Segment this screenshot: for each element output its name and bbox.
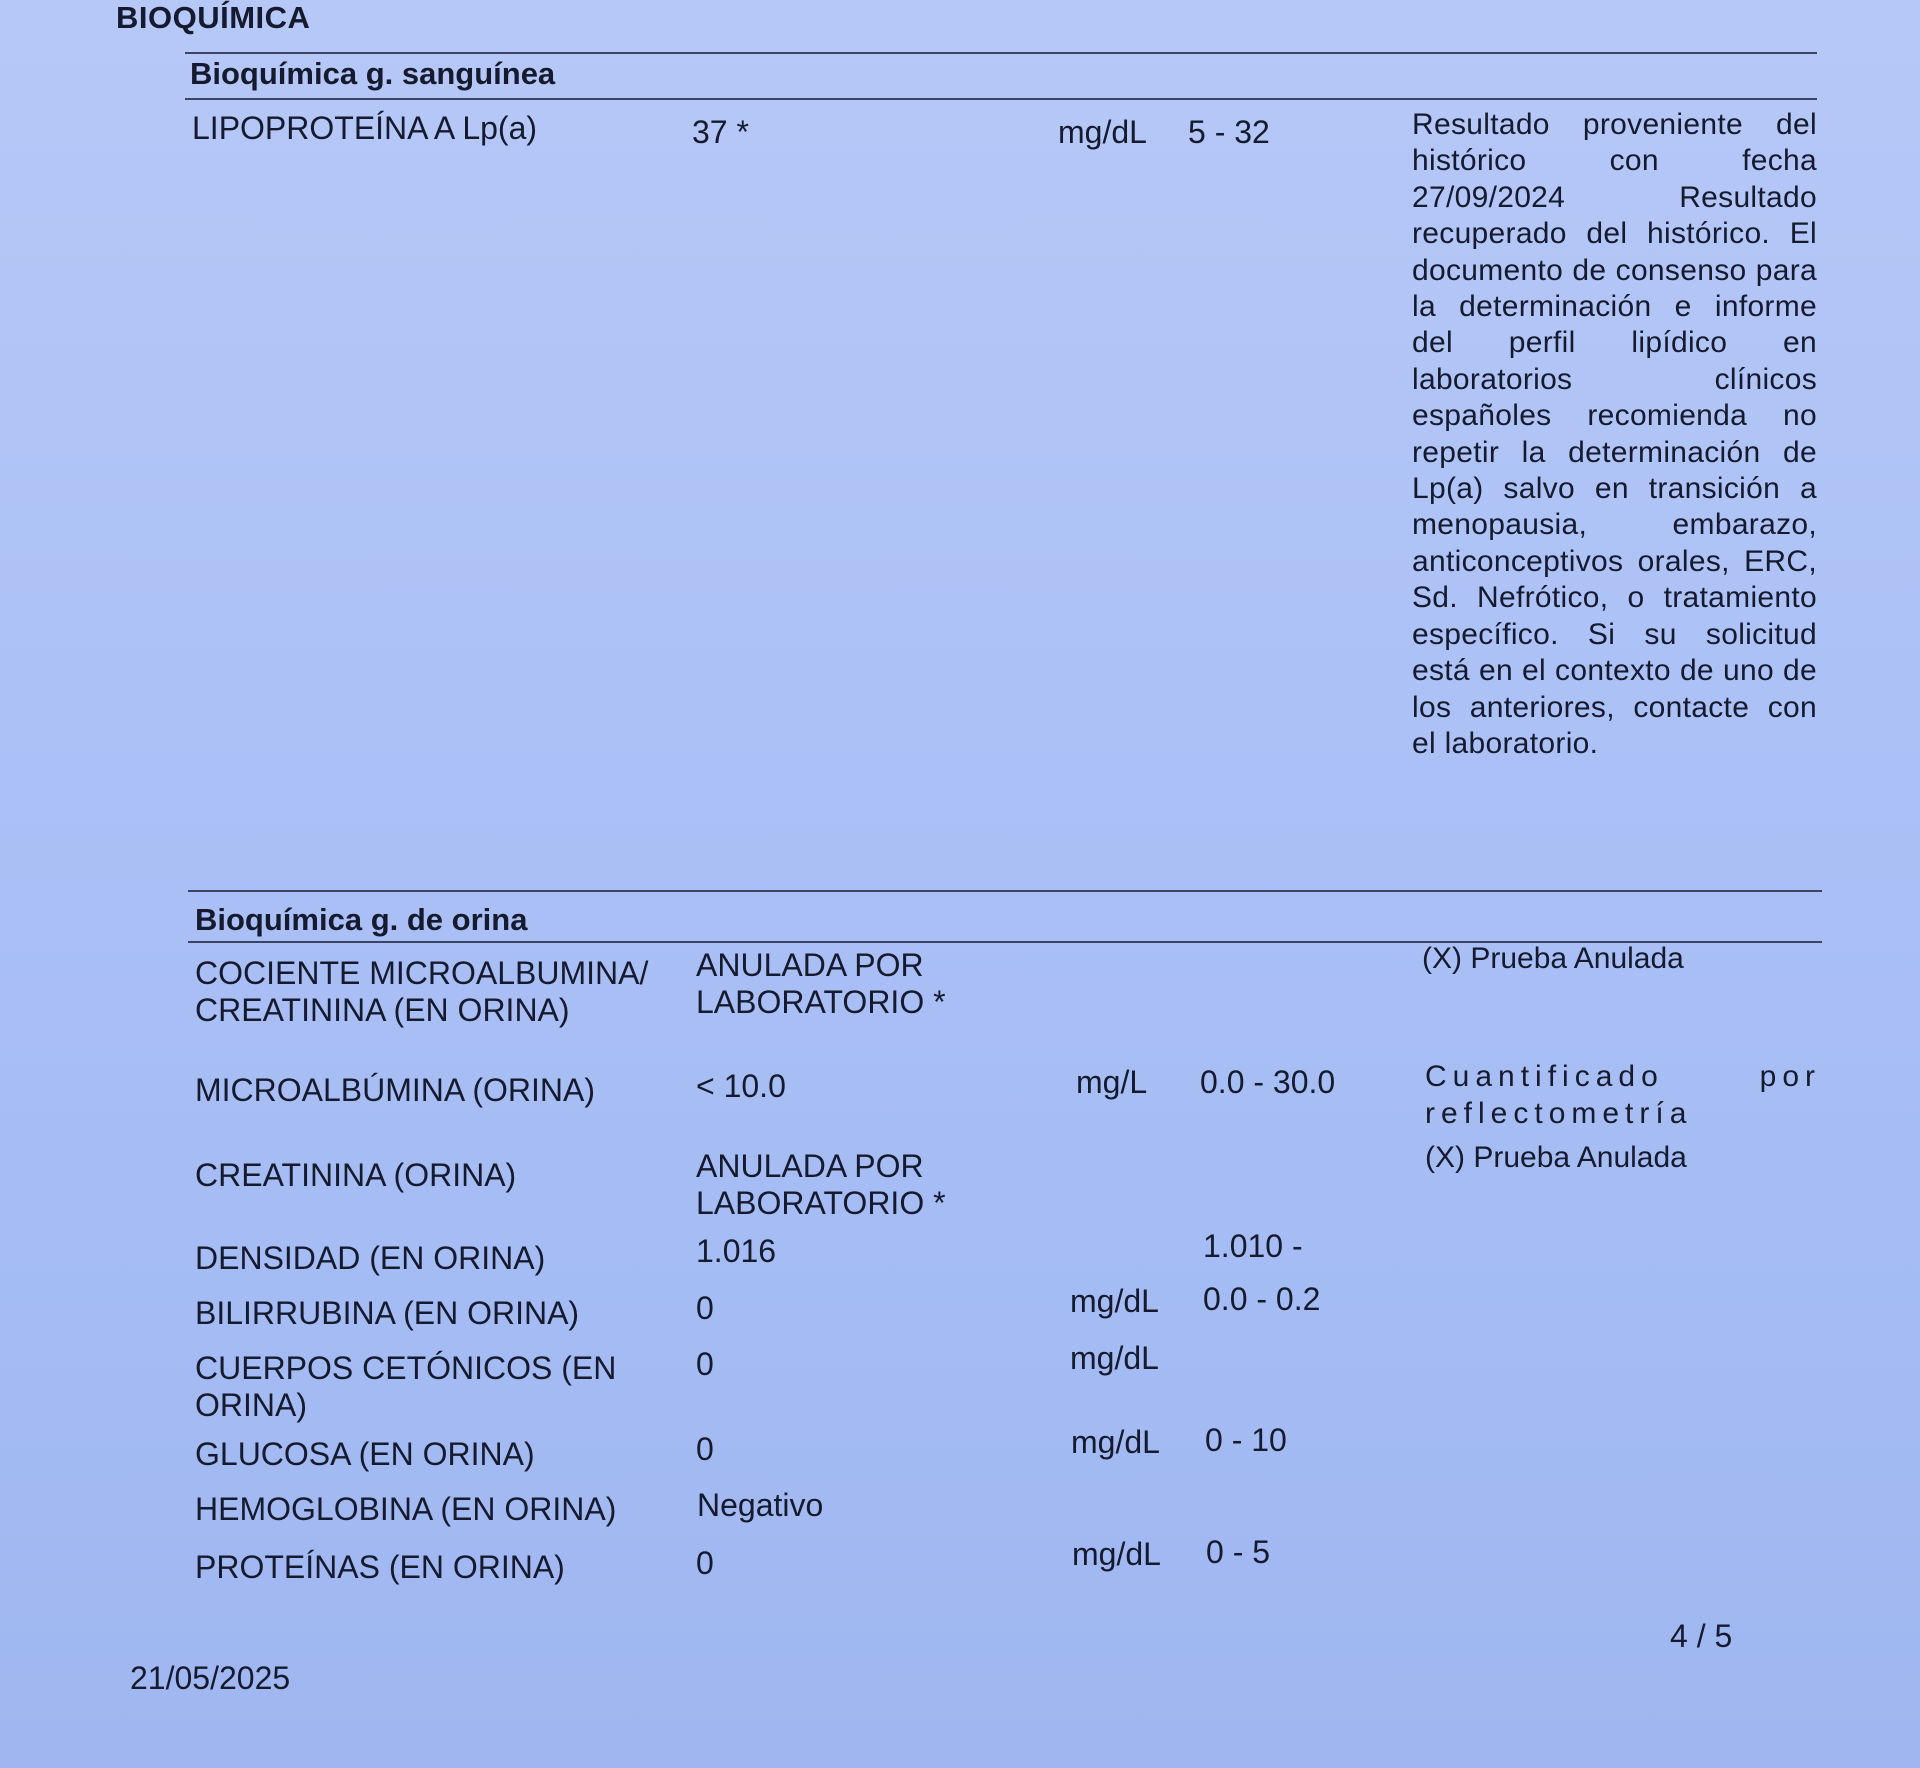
test-name: PROTEÍNAS (EN ORINA) — [195, 1549, 565, 1585]
test-unit: mg/dL — [1072, 1536, 1161, 1572]
section-rule — [188, 890, 1822, 892]
test-unit: mg/dL — [1071, 1424, 1160, 1460]
test-result: 0 — [696, 1290, 714, 1326]
test-result: 0 — [696, 1431, 714, 1467]
reference-range: 0 - 5 — [1206, 1534, 1271, 1570]
reference-range: 1.010 - — [1203, 1228, 1303, 1264]
page-number: 4 / 5 — [1670, 1618, 1733, 1654]
reference-range: 0.0 - 30.0 — [1200, 1064, 1336, 1100]
test-comment: (X) Prueba Anulada — [1425, 1141, 1687, 1174]
test-name: LIPOPROTEÍNA A Lp(a) — [192, 110, 538, 146]
reference-range: 5 - 32 — [1188, 114, 1270, 150]
test-result: ANULADA POR LABORATORIO * — [696, 1148, 946, 1221]
test-result: Negativo — [697, 1487, 824, 1523]
report-date: 21/05/2025 — [130, 1660, 291, 1696]
test-unit: mg/dL — [1070, 1283, 1159, 1319]
section-title-blood: Bioquímica g. sanguínea — [190, 56, 556, 91]
test-result: ANULADA POR LABORATORIO * — [696, 947, 946, 1020]
test-comment: (X) Prueba Anulada — [1422, 942, 1684, 975]
test-name: HEMOGLOBINA (EN ORINA) — [195, 1491, 617, 1527]
test-unit: mg/dL — [1058, 114, 1147, 150]
test-name: DENSIDAD (EN ORINA) — [195, 1240, 546, 1276]
test-name: COCIENTE MICROALBUMINA/CREATININA (EN ORINA) — [195, 955, 649, 1028]
section-rule — [185, 98, 1817, 100]
test-comment: Cuantificado por reflectometría — [1425, 1060, 1821, 1130]
test-result: < 10.0 — [696, 1068, 786, 1104]
test-result: 1.016 — [696, 1233, 777, 1269]
test-result: 0 — [696, 1545, 714, 1581]
section-rule — [185, 52, 1817, 54]
test-name: CREATININA (ORINA) — [195, 1157, 517, 1193]
section-title-urine: Bioquímica g. de orina — [195, 902, 528, 937]
reference-range: 0 - 10 — [1205, 1422, 1287, 1458]
test-result: 37 * — [692, 114, 749, 150]
test-name: MICROALBÚMINA (ORINA) — [195, 1072, 596, 1108]
test-result: 0 — [696, 1346, 714, 1382]
test-name: CUERPOS CETÓNICOS (EN ORINA) — [195, 1350, 617, 1423]
test-name: BILIRRUBINA (EN ORINA) — [195, 1295, 580, 1331]
report-title: BIOQUÍMICA — [116, 0, 311, 35]
reference-range: 0.0 - 0.2 — [1203, 1281, 1321, 1317]
test-unit: mg/dL — [1070, 1340, 1159, 1376]
test-name: GLUCOSA (EN ORINA) — [195, 1436, 535, 1472]
test-unit: mg/L — [1076, 1064, 1148, 1100]
test-comment: Resultado proveniente del histórico con fecha 27/09/2024 Resultado recuperado del histórico. El documento de consenso para la determinación e informe del perfil lipídico en laboratorios clínicos españoles recomienda no repetir la determinación de Lp(a) salvo en transición a menopausia, embarazo, anticonceptivos orales, ERC, Sd. Nefrótico, o tratamiento específico. Si su solicitud está en el contexto de uno de los anteriores, contacte con el laboratorio. — [1412, 108, 1817, 760]
